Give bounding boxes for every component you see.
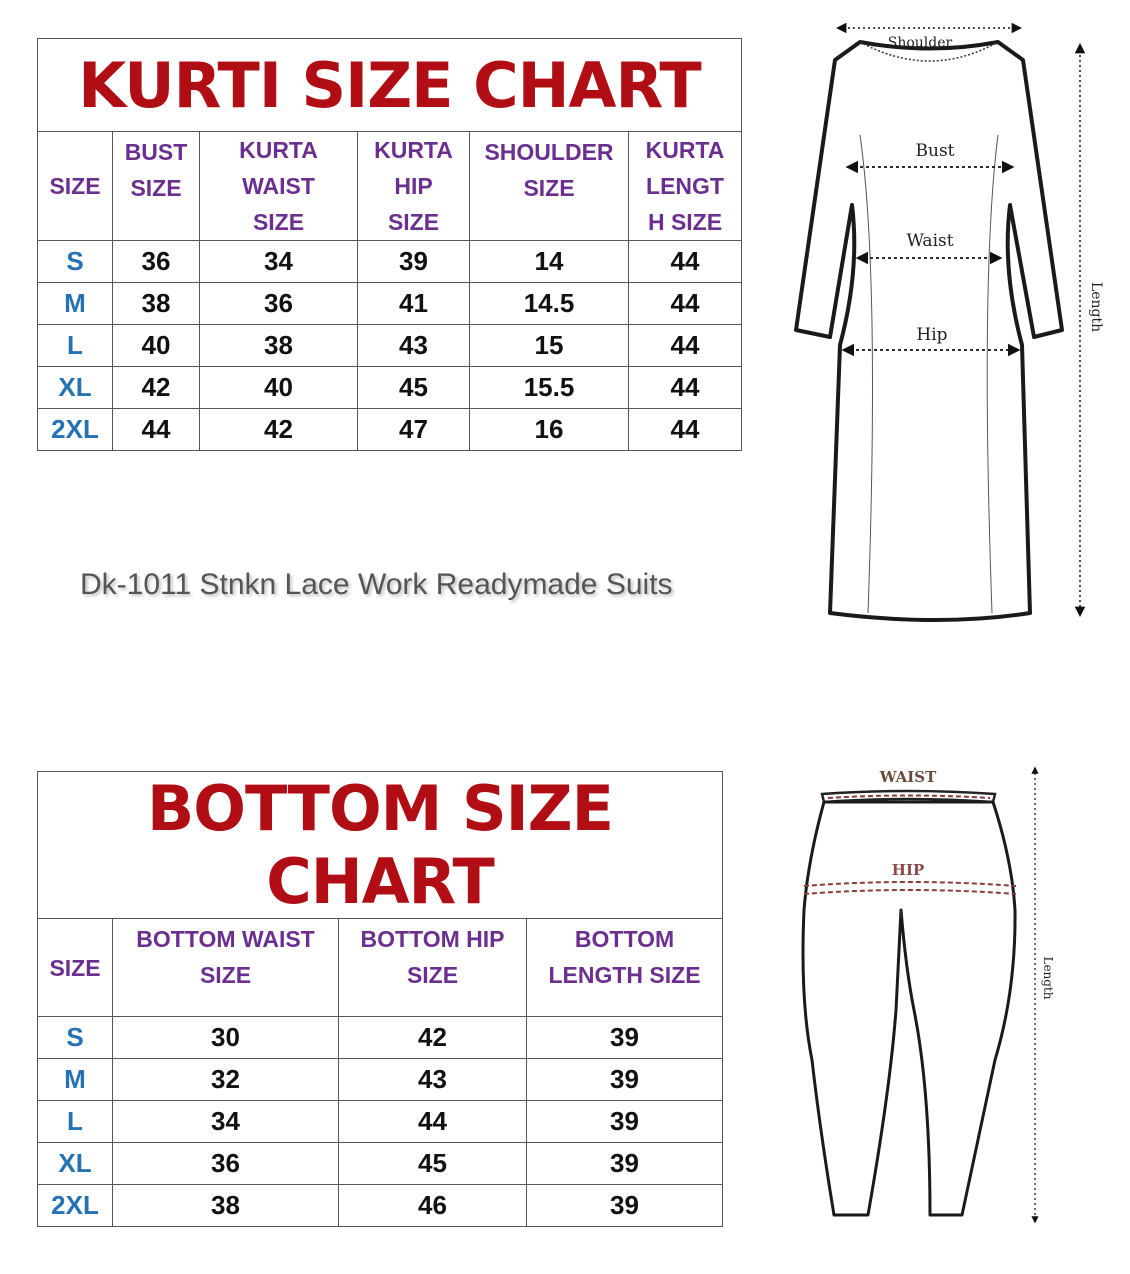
- kurti-waist-value: 42: [200, 409, 358, 451]
- kurti-size-label: L: [38, 325, 113, 367]
- kurti-chart-title: KURTI SIZE CHART: [38, 39, 742, 132]
- kurti-header-shoulder: SHOULDER SIZE: [470, 132, 629, 241]
- bottom-hip-value: 46: [339, 1185, 527, 1227]
- kurti-measurement-diagram: [780, 15, 1110, 635]
- kurti-shoulder-value: 14.5: [470, 283, 629, 325]
- kurti-length-value: 44: [629, 409, 742, 451]
- kurti-size-label: S: [38, 241, 113, 283]
- kurti-hip-value: 41: [358, 283, 470, 325]
- bottom-size-label: M: [38, 1059, 113, 1101]
- kurti-shoulder-value: 16: [470, 409, 629, 451]
- kurti-header-waist: KURTA WAIST SIZE: [200, 132, 358, 241]
- kurti-length-value: 44: [629, 283, 742, 325]
- product-caption: Dk-1011 Stnkn Lace Work Readymade Suits: [80, 568, 673, 601]
- kurti-size-chart-table: [37, 38, 742, 451]
- kurti-row-l: [38, 325, 742, 367]
- kurti-hip-value: 45: [358, 367, 470, 409]
- bottom-header-length: BOTTOM LENGTH SIZE: [527, 919, 723, 1017]
- bottom-waist-value: 36: [113, 1143, 339, 1185]
- kurti-bust-value: 36: [113, 241, 200, 283]
- kurti-waist-value: 40: [200, 367, 358, 409]
- length-label: Length: [1088, 281, 1104, 333]
- bottom-length-value: 39: [527, 1101, 723, 1143]
- bottom-row-m: [38, 1059, 723, 1101]
- bottom-header-size: SIZE: [38, 919, 113, 1017]
- bottom-length-value: 39: [527, 1143, 723, 1185]
- kurti-shoulder-value: 14: [470, 241, 629, 283]
- bottom-header-waist: BOTTOM WAIST SIZE: [113, 919, 339, 1017]
- kurti-shoulder-value: 15: [470, 325, 629, 367]
- kurti-header-bust: BUST SIZE: [113, 132, 200, 241]
- bottom-length-value: 39: [527, 1059, 723, 1101]
- kurti-hip-value: 39: [358, 241, 470, 283]
- kurti-bust-value: 40: [113, 325, 200, 367]
- bottom-row-s: [38, 1017, 723, 1059]
- bottom-chart-title: BOTTOM SIZE CHART: [38, 772, 723, 919]
- kurti-waist-value: 36: [200, 283, 358, 325]
- shoulder-label: Shoulder: [887, 35, 953, 51]
- bottom-size-label: S: [38, 1017, 113, 1059]
- bottom-row-xl: [38, 1143, 723, 1185]
- kurti-row-s: [38, 241, 742, 283]
- kurti-length-value: 44: [629, 325, 742, 367]
- bottom-measurement-diagram: [790, 760, 1070, 1230]
- bottom-hip-value: 43: [339, 1059, 527, 1101]
- bottom-waist-value: 30: [113, 1017, 339, 1059]
- hip-label: Hip: [916, 325, 948, 345]
- kurti-size-label: M: [38, 283, 113, 325]
- kurti-length-value: 44: [629, 367, 742, 409]
- bottom-waist-value: 34: [113, 1101, 339, 1143]
- kurti-row-m: [38, 283, 742, 325]
- bottom-length-label: Length: [1041, 956, 1055, 1000]
- bust-label: Bust: [915, 141, 955, 161]
- bottom-waist-value: 38: [113, 1185, 339, 1227]
- kurti-header-length: KURTA LENGT H SIZE: [629, 132, 742, 241]
- bottom-waist-value: 32: [113, 1059, 339, 1101]
- bottom-size-label: L: [38, 1101, 113, 1143]
- kurti-header-row: [38, 132, 742, 241]
- bottom-length-value: 39: [527, 1185, 723, 1227]
- kurti-bust-value: 44: [113, 409, 200, 451]
- kurti-shoulder-value: 15.5: [470, 367, 629, 409]
- kurti-hip-value: 43: [358, 325, 470, 367]
- kurti-row-xl: [38, 367, 742, 409]
- kurti-length-value: 44: [629, 241, 742, 283]
- kurti-hip-value: 47: [358, 409, 470, 451]
- kurti-row-2xl: [38, 409, 742, 451]
- bottom-header-row: [38, 919, 723, 1017]
- kurti-waist-value: 34: [200, 241, 358, 283]
- bottom-size-chart-table: [37, 771, 723, 1227]
- kurti-waist-value: 38: [200, 325, 358, 367]
- kurti-bust-value: 42: [113, 367, 200, 409]
- kurti-header-hip: KURTA HIP SIZE: [358, 132, 470, 241]
- bottom-row-l: [38, 1101, 723, 1143]
- bottom-header-hip: BOTTOM HIP SIZE: [339, 919, 527, 1017]
- bottom-size-label: XL: [38, 1143, 113, 1185]
- bottom-size-label: 2XL: [38, 1185, 113, 1227]
- bottom-hip-value: 44: [339, 1101, 527, 1143]
- bottom-hip-label: HIP: [891, 861, 925, 879]
- waist-label: Waist: [906, 231, 954, 251]
- kurti-header-size: SIZE: [38, 132, 113, 241]
- kurti-bust-value: 38: [113, 283, 200, 325]
- bottom-row-2xl: [38, 1185, 723, 1227]
- bottom-waist-label: WAIST: [879, 768, 937, 786]
- bottom-length-value: 39: [527, 1017, 723, 1059]
- kurti-size-label: 2XL: [38, 409, 113, 451]
- bottom-hip-value: 42: [339, 1017, 527, 1059]
- kurti-size-label: XL: [38, 367, 113, 409]
- bottom-hip-value: 45: [339, 1143, 527, 1185]
